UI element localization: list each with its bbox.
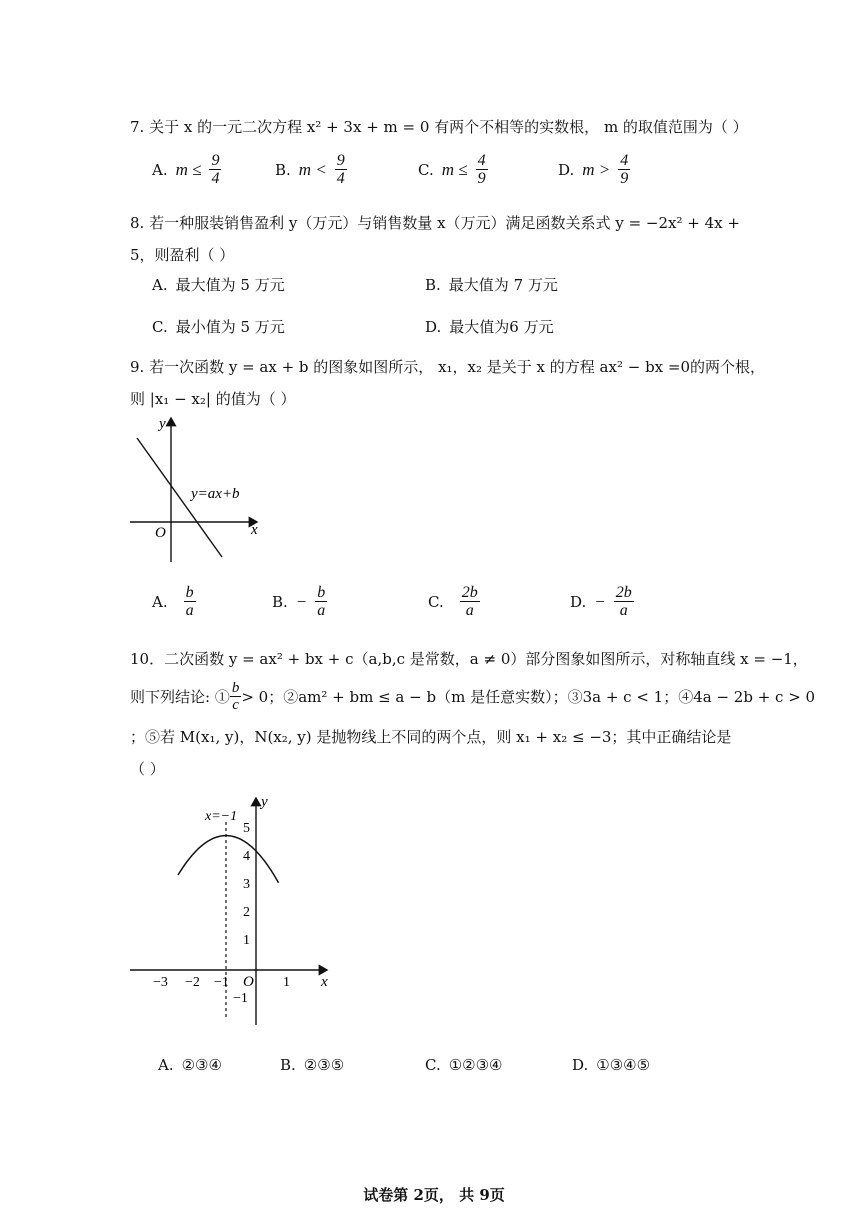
option-label: C. (425, 1056, 441, 1074)
x-tick-1: 1 (283, 975, 290, 990)
q10-option-a[interactable] (158, 1056, 222, 1074)
q10-option-c[interactable] (425, 1056, 503, 1074)
q9-option-a[interactable] (152, 584, 196, 619)
q7-option-c[interactable] (418, 152, 488, 187)
q9-option-d[interactable] (570, 584, 634, 619)
line-label: y=ax+b (191, 486, 240, 502)
y-tick-3: 3 (243, 877, 250, 892)
frac-den: a (185, 602, 194, 619)
option-label: D. (572, 1056, 589, 1074)
frac-den: a (465, 602, 474, 619)
q8-stem-line2: 5，则盈利（ ） (130, 246, 235, 264)
option-label: D. (570, 592, 587, 611)
q10-stem-line3: ；⑤若 M(x₁, y)，N(x₂, y) 是抛物线上不同的两个点，则 x₁ + x₂ ≤ −3；其中正确结论是 (130, 728, 732, 746)
option-label: C. (152, 317, 168, 336)
option-fraction (315, 584, 327, 619)
y-tick-2: 2 (243, 905, 250, 920)
option-fraction (476, 152, 488, 187)
q9-stem-line1: 9. 若一次函数 y = ax + b 的图象如图所示， x₁，x₂ 是关于 x 的方程 ax² − bx =0的两个根， (130, 358, 766, 376)
q8-option-b[interactable] (425, 274, 558, 295)
frac-num: 2b (461, 584, 478, 601)
q10-graph (125, 790, 335, 1030)
q9-option-c[interactable] (428, 584, 480, 619)
frac-den: 9 (620, 170, 629, 187)
frac-num: 9 (211, 152, 220, 169)
y-tick-5: 5 (243, 821, 250, 836)
option-text: ②③④ (181, 1056, 222, 1074)
option-sign: − (295, 591, 308, 611)
frac-num: b (317, 584, 326, 601)
option-text: 最大值为6 万元 (449, 318, 554, 336)
q7-option-b[interactable] (275, 152, 347, 187)
frac-den: 9 (477, 170, 486, 187)
option-fraction (460, 584, 480, 619)
frac-den: 4 (336, 170, 345, 187)
option-text: ②③⑤ (303, 1056, 345, 1074)
parabola-curve (178, 836, 279, 883)
frac-num: b (185, 584, 194, 601)
origin-label: O (243, 974, 254, 990)
option-fraction (614, 584, 634, 619)
x-tick-neg2: −2 (185, 975, 200, 990)
q10-stem-line4: （ ） (130, 760, 165, 778)
q8-option-d[interactable] (425, 316, 554, 337)
page-footer: 试卷第 2页， 共 9页 (363, 1186, 505, 1204)
option-expr: m > (582, 159, 611, 179)
frac-num: b (231, 680, 240, 696)
frac-den: 4 (211, 170, 220, 187)
option-fraction (209, 152, 221, 187)
q7-option-d[interactable] (558, 152, 630, 187)
y-axis-label: y (261, 794, 268, 810)
option-label: A. (152, 275, 168, 294)
frac-num: 4 (477, 152, 486, 169)
option-label: B. (272, 592, 288, 611)
option-label: B. (280, 1056, 296, 1074)
origin-label: O (155, 525, 166, 541)
q10-stem-line2-pre: 则下列结论: ① (130, 688, 230, 706)
q7-stem: 7. 关于 x 的一元二次方程 x² + 3x + m = 0 有两个不相等的实数根， m 的取值范围为（ ） (130, 118, 748, 136)
y-axis-label: y (159, 416, 166, 432)
option-label: A. (152, 160, 168, 179)
q9-option-b[interactable] (272, 584, 327, 619)
option-text: ①②③④ (448, 1056, 503, 1074)
option-fraction (335, 152, 347, 187)
option-label: C. (418, 160, 434, 179)
option-text: 最小值为 5 万元 (175, 318, 285, 336)
q9-stem-line2: 则 |x₁ − x₂| 的值为（ ） (130, 390, 296, 408)
option-label: B. (425, 275, 441, 294)
q10-stem-line1: 10．二次函数 y = ax² + bx + c（a,b,c 是常数，a ≠ 0）部分图象如图所示，对称轴直线 x = −1， (130, 650, 808, 668)
q8-option-c[interactable] (152, 316, 285, 337)
frac-num: 9 (336, 152, 345, 169)
option-label: D. (425, 317, 442, 336)
option-text: 最大值为 5 万元 (175, 276, 285, 294)
option-label: B. (275, 160, 291, 179)
q7-option-a[interactable] (152, 152, 221, 187)
q10-option-b[interactable] (280, 1056, 344, 1074)
option-label: A. (158, 1056, 174, 1074)
y-tick-neg1: −1 (233, 991, 248, 1006)
option-expr: m ≤ (441, 159, 468, 179)
q9-graph (125, 410, 270, 570)
option-label: A. (152, 592, 168, 611)
y-tick-1: 1 (243, 933, 250, 948)
option-sign: − (594, 591, 606, 611)
frac-num: 4 (620, 152, 629, 169)
option-expr: m < (298, 159, 327, 179)
option-text: 最大值为 7 万元 (448, 276, 558, 294)
q8-option-a[interactable] (152, 274, 285, 295)
option-label: D. (558, 160, 575, 179)
option-expr: m ≤ (175, 159, 202, 179)
frac-den: c (232, 697, 239, 713)
q10-option-d[interactable] (572, 1056, 650, 1074)
frac-den: a (317, 602, 326, 619)
y-tick-4: 4 (243, 849, 250, 864)
x-tick-neg1: −1 (214, 975, 229, 990)
frac-den: a (619, 602, 628, 619)
option-text: ①③④⑤ (596, 1056, 651, 1074)
x-axis-label: x (251, 522, 258, 538)
option-fraction (184, 584, 196, 619)
x-tick-neg3: −3 (153, 975, 168, 990)
symmetry-axis-label: x=−1 (205, 809, 238, 824)
option-fraction (618, 152, 630, 187)
q10-stem-line2 (130, 680, 815, 713)
q10-stem-line2-post: > 0；②am² + bm ≤ a − b（m 是任意实数）；③3a + c < 1；④4a − 2b + c > 0 (241, 688, 816, 706)
q8-stem-line1: 8. 若一种服装销售盈利 y（万元）与销售数量 x（万元）满足函数关系式 y = −2x² + 4x + (130, 214, 740, 232)
x-axis-label: x (321, 974, 328, 990)
q10-conclusion1-fraction (230, 680, 242, 713)
frac-num: 2b (615, 584, 632, 601)
option-label: C. (428, 592, 444, 611)
